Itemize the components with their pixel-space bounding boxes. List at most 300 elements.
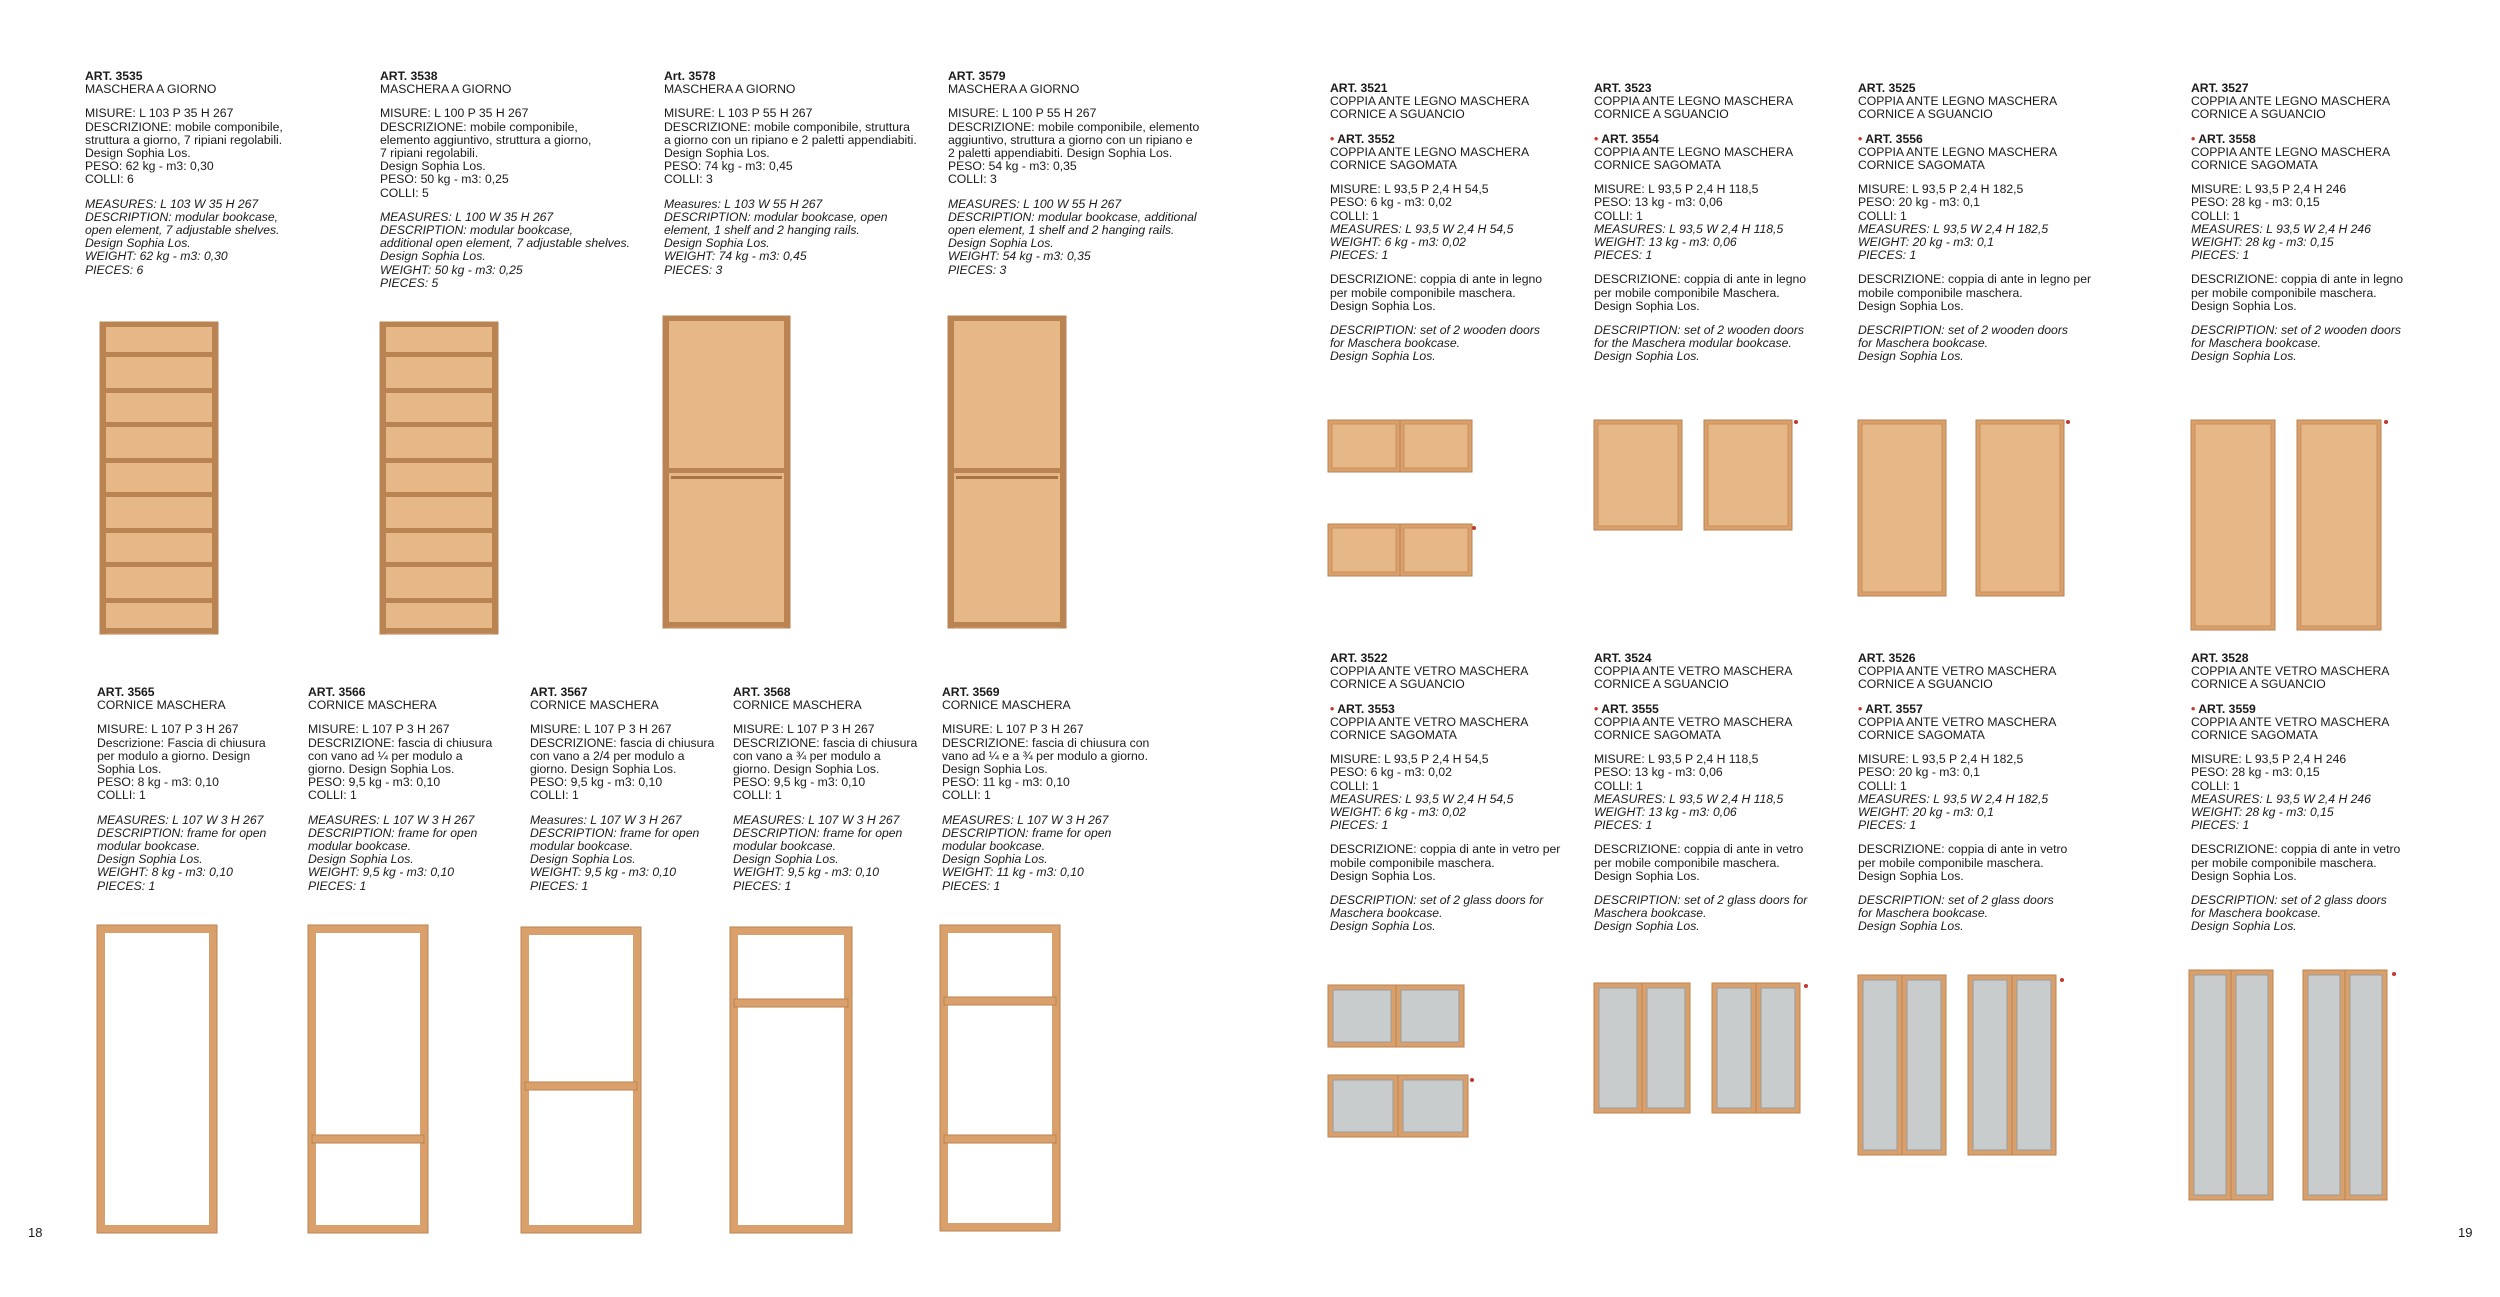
spec-line: Sophia Los. (97, 762, 162, 777)
spec-line: DESCRIZIONE: coppia di ante in legno (1594, 272, 1807, 287)
spec-line: MEASURES: L 107 W 3 H 267 (308, 812, 475, 827)
spec-line: WEIGHT: 74 kg - m3: 0,45 (664, 249, 807, 264)
spec-line: WEIGHT: 62 kg - m3: 0,30 (85, 249, 228, 264)
spec-line: per mobile componibile maschera. (1330, 285, 1516, 300)
spec-line: Design Sophia Los. (942, 762, 1048, 777)
bookcase-3538-shelf (384, 562, 494, 567)
bookcase-3538-shelf (384, 322, 494, 327)
glass-3557-a-glass (1973, 980, 2007, 1150)
spec-line: Design Sophia Los. (1858, 349, 1964, 364)
spec-line: MISURE: L 100 P 35 H 267 (380, 106, 529, 121)
spec-line: PIECES: 5 (380, 275, 439, 290)
spec-line: Maschera bookcase. (1330, 906, 1443, 921)
spec-line: MEASURES: L 93,5 W 2,4 H 118,5 (1594, 221, 1784, 236)
spec-line: DESCRIPTION: frame for open (308, 825, 478, 840)
spec-line: con vano a 2/4 per modulo a (530, 748, 685, 763)
bookcase-3538-shelf (384, 352, 494, 357)
spec-line: COLLI: 1 (942, 788, 991, 803)
marker-dot-icon (2392, 972, 2396, 976)
spec-line: WEIGHT: 8 kg - m3: 0,10 (97, 865, 233, 880)
bookcase-3579-rail (956, 476, 1058, 479)
spec-line: for Maschera bookcase. (2191, 906, 2322, 921)
spec-line: WEIGHT: 9,5 kg - m3: 0,10 (308, 865, 455, 880)
spec-line: COLLI: 3 (664, 172, 713, 187)
spec-line: mobile componibile maschera. (1330, 855, 1495, 870)
glass-3555-b-glass (1761, 988, 1795, 1108)
door-3521-b-panel (1404, 424, 1468, 468)
spec-line: Design Sophia Los. (1858, 868, 1964, 883)
spec-line: WEIGHT: 6 kg - m3: 0,02 (1330, 235, 1466, 250)
spec-line: DESCRIPTION: frame for open (530, 825, 700, 840)
article-number: ART. 3523 (1594, 81, 1652, 95)
bookcase-3538-shelf (384, 528, 494, 533)
spec-line: CORNICE SAGOMATA (1594, 158, 1721, 173)
spec-line: MISURE: L 107 P 3 H 267 (733, 722, 875, 737)
spec-line: COPPIA ANTE VETRO MASCHERA (1594, 664, 1793, 679)
spec-line: CORNICE SAGOMATA (1330, 158, 1457, 173)
spec-line: modular bookcase. (733, 839, 836, 854)
spec-line: per modulo a giorno. Design (97, 748, 251, 763)
spec-line: DESCRIPTION: set of 2 glass doors for (1594, 893, 1808, 908)
marker-dot-icon: • (1594, 131, 1602, 146)
spec-line: PIECES: 6 (85, 262, 144, 277)
marker-dot-icon (2060, 978, 2064, 982)
spec-line: DESCRIZIONE: fascia di chiusura (308, 735, 493, 750)
bookcase-3538-side-right (492, 322, 498, 634)
article-number: ART. 3569 (942, 685, 1000, 699)
spec-line: PESO: 13 kg - m3: 0,06 (1594, 195, 1723, 210)
spec-line: Design Sophia Los. (380, 159, 486, 174)
spec-line: PESO: 13 kg - m3: 0,06 (1594, 765, 1723, 780)
spec-line: MEASURES: L 93,5 W 2,4 H 118,5 (1594, 791, 1784, 806)
spec-line: PIECES: 1 (2191, 818, 2250, 833)
spec-line: COLLI: 1 (2191, 778, 2240, 793)
spec-line: Design Sophia Los. (1858, 298, 1964, 313)
spec-line: modular bookcase. (942, 839, 1045, 854)
bookcase-3535-side-right (212, 322, 218, 634)
spec-line: PESO: 54 kg - m3: 0,35 (948, 159, 1077, 174)
spec-line: CORNICE SAGOMATA (1594, 728, 1721, 743)
spec-line: MEASURES: L 103 W 35 H 267 (85, 196, 259, 211)
spec-line: COPPIA ANTE LEGNO MASCHERA (1330, 144, 1530, 159)
spec-line: MEASURES: L 100 W 55 H 267 (948, 196, 1122, 211)
spec-line: Descrizione: Fascia di chiusura (97, 735, 266, 750)
spec-line: PIECES: 3 (948, 262, 1007, 277)
spec-line: COPPIA ANTE LEGNO MASCHERA (2191, 94, 2391, 109)
spec-line: DESCRIPTION: frame for open (733, 825, 903, 840)
spec-line: DESCRIZIONE: coppia di ante in vetro (1594, 842, 1804, 857)
spec-line: 2 paletti appendiabiti. Design Sophia Los. (948, 146, 1173, 161)
frame-3566-crossbar (312, 1135, 424, 1143)
spec-line: MISURE: L 103 P 55 H 267 (664, 106, 813, 121)
spec-line: giorno. Design Sophia Los. (308, 762, 455, 777)
spec-line: PIECES: 1 (942, 878, 1001, 893)
article-number: ART. 3524 (1594, 651, 1652, 665)
spec-line: COLLI: 1 (530, 788, 579, 803)
spec-line: MISURE: L 93,5 P 2,4 H 182,5 (1858, 182, 2024, 197)
spec-line: DESCRIPTION: modular bookcase, open (664, 209, 888, 224)
spec-line: MEASURES: L 107 W 3 H 267 (733, 812, 900, 827)
spec-line: COPPIA ANTE LEGNO MASCHERA (1594, 94, 1794, 109)
spec-line: Design Sophia Los. (530, 852, 636, 867)
spec-line: DESCRIPTION: modular bookcase, (85, 209, 279, 224)
spec-line: MISURE: L 93,5 P 2,4 H 246 (2191, 752, 2347, 767)
spec-line: CORNICE A SGUANCIO (2191, 677, 2326, 692)
spec-line: DESCRIPTION: set of 2 wooden doors (1858, 323, 2068, 338)
spec-line: PIECES: 1 (1858, 248, 1917, 263)
bookcase-3579-shelf (952, 622, 1062, 627)
bookcase-3538-back (386, 327, 492, 629)
bookcase-3538-side-left (380, 322, 386, 634)
spec-line: CORNICE A SGUANCIO (1858, 677, 1993, 692)
spec-line: WEIGHT: 20 kg - m3: 0,1 (1858, 805, 1994, 820)
spec-line: CORNICE SAGOMATA (2191, 728, 2318, 743)
marker-dot-icon: • (1594, 701, 1602, 716)
spec-line: WEIGHT: 20 kg - m3: 0,1 (1858, 235, 1994, 250)
spec-line: COLLI: 6 (85, 172, 134, 187)
spec-line: DESCRIZIONE: coppia di ante in legno (2191, 272, 2404, 287)
bookcase-3538-shelf (384, 628, 494, 633)
spec-line: WEIGHT: 6 kg - m3: 0,02 (1330, 805, 1466, 820)
bookcase-3578-shelf (667, 622, 786, 627)
spec-line: Design Sophia Los. (1330, 349, 1436, 364)
article-number: ART. 3526 (1858, 651, 1916, 665)
spec-line: WEIGHT: 50 kg - m3: 0,25 (380, 262, 523, 277)
spec-line: CORNICE A SGUANCIO (1594, 107, 1729, 122)
article-number: ART. 3528 (2191, 651, 2249, 665)
bookcase-3578-rail (671, 476, 782, 479)
spec-line: MEASURES: L 93,5 W 2,4 H 54,5 (1330, 791, 1514, 806)
spec-line: COLLI: 1 (733, 788, 782, 803)
spec-line: COPPIA ANTE VETRO MASCHERA (1858, 664, 2057, 679)
spec-line: MISURE: L 93,5 P 2,4 H 54,5 (1330, 752, 1489, 767)
spec-line: COLLI: 1 (2191, 208, 2240, 223)
spec-line: MEASURES: L 93,5 W 2,4 H 182,5 (1858, 791, 2049, 806)
glass-3553-b-glass (1403, 1080, 1463, 1132)
spec-line: MEASURES: L 107 W 3 H 267 (97, 812, 264, 827)
spec-line: MISURE: L 93,5 P 2,4 H 54,5 (1330, 182, 1489, 197)
spec-line: Design Sophia Los. (2191, 298, 2297, 313)
spec-line: DESCRIPTION: set of 2 wooden doors (2191, 323, 2401, 338)
spec-line: COPPIA ANTE VETRO MASCHERA (2191, 714, 2390, 729)
spec-line: Design Sophia Los. (942, 852, 1048, 867)
article-number: ART. 3565 (97, 685, 155, 699)
spec-line: WEIGHT: 11 kg - m3: 0,10 (942, 865, 1084, 880)
bookcase-3538-shelf (384, 492, 494, 497)
door-3523-panel (1598, 424, 1678, 526)
frame-3569-opening (948, 933, 1052, 1223)
spec-line: COLLI: 1 (1594, 208, 1643, 223)
spec-line: PIECES: 1 (97, 878, 156, 893)
spec-line: DESCRIPTION: frame for open (942, 825, 1112, 840)
spec-line: element, 1 shelf and 2 hanging rails. (664, 223, 860, 238)
spec-line: DESCRIZIONE: fascia di chiusura con (942, 735, 1150, 750)
bookcase-3535-shelf (104, 562, 214, 567)
spec-line: Design Sophia Los. (85, 236, 191, 251)
spec-line: Design Sophia Los. (1330, 919, 1436, 934)
spec-line: additional open element, 7 adjustable shelves. (380, 236, 631, 251)
spec-line: MISURE: L 100 P 55 H 267 (948, 106, 1097, 121)
spec-line: COPPIA ANTE LEGNO MASCHERA (1858, 144, 2058, 159)
spec-line: COPPIA ANTE LEGNO MASCHERA (1858, 94, 2058, 109)
spec-line: MISURE: L 93,5 P 2,4 H 118,5 (1594, 752, 1759, 767)
spec-line: CORNICE SAGOMATA (1858, 158, 1985, 173)
frame-3565-opening (105, 933, 209, 1225)
spec-line: per mobile componibile maschera. (2191, 855, 2377, 870)
spec-line: DESCRIPTION: frame for open (97, 825, 267, 840)
spec-line: Measures: L 103 W 55 H 267 (664, 196, 823, 211)
article-number: ART. 3521 (1330, 81, 1388, 95)
spec-line: PIECES: 3 (664, 262, 723, 277)
spec-line: PIECES: 1 (308, 878, 367, 893)
spec-line: CORNICE SAGOMATA (1858, 728, 1985, 743)
spec-line: COLLI: 5 (380, 185, 429, 200)
spec-line: MISURE: L 93,5 P 2,4 H 182,5 (1858, 752, 2024, 767)
spec-line: CORNICE A SGUANCIO (1330, 677, 1465, 692)
spec-line: mobile componibile maschera. (1858, 285, 2023, 300)
sub-article-label: ART. 3558 (2198, 131, 2256, 146)
spec-line: Design Sophia Los. (664, 236, 770, 251)
spec-line: CORNICE A SGUANCIO (1858, 107, 1993, 122)
bookcase-3538-shelf (384, 422, 494, 427)
bookcase-3538-shelf (384, 598, 494, 603)
spec-line: Design Sophia Los. (1594, 349, 1700, 364)
spec-line: DESCRIZIONE: mobile componibile, struttura (664, 119, 910, 134)
spec-line: con vano a ¾ per modulo a (733, 748, 881, 763)
spec-line: Design Sophia Los. (2191, 349, 2297, 364)
spec-line: Design Sophia Los. (85, 146, 191, 161)
spec-line: DESCRIZIONE: coppia di ante in vetro per (1330, 842, 1561, 857)
spec-line: CORNICE MASCHERA (733, 698, 862, 713)
spec-line: DESCRIZIONE: fascia di chiusura (733, 735, 918, 750)
spec-line: PESO: 50 kg - m3: 0,25 (380, 172, 509, 187)
glass-3524-a-glass (1599, 988, 1637, 1108)
bookcase-3538-shelf (384, 458, 494, 463)
spec-line: WEIGHT: 13 kg - m3: 0,06 (1594, 235, 1737, 250)
spec-line: CORNICE MASCHERA (942, 698, 1071, 713)
article-number: ART. 3522 (1330, 651, 1388, 665)
spec-line: PIECES: 1 (1330, 818, 1389, 833)
spec-line: WEIGHT: 9,5 kg - m3: 0,10 (530, 865, 677, 880)
door-3552-b-panel (1404, 528, 1468, 572)
spec-line: PESO: 6 kg - m3: 0,02 (1330, 195, 1452, 210)
spec-line: for Maschera bookcase. (1858, 336, 1989, 351)
spec-line: modular bookcase. (308, 839, 411, 854)
bookcase-3535-shelf (104, 322, 214, 327)
spec-line: COPPIA ANTE LEGNO MASCHERA (2191, 144, 2391, 159)
spec-line: DESCRIZIONE: mobile componibile, elemento (948, 119, 1200, 134)
glass-3559-b-glass (2350, 975, 2382, 1195)
spec-line: for Maschera bookcase. (2191, 336, 2322, 351)
spec-line: PIECES: 1 (1594, 248, 1653, 263)
spec-line: COLLI: 1 (1858, 208, 1907, 223)
spec-line: vano ad ¼ e a ¾ per modulo a giorno. (942, 748, 1148, 763)
spec-line: DESCRIZIONE: mobile componibile, (380, 119, 578, 134)
spec-line: CORNICE MASCHERA (530, 698, 659, 713)
spec-line: Design Sophia Los. (380, 249, 486, 264)
spec-line: WEIGHT: 54 kg - m3: 0,35 (948, 249, 1091, 264)
spec-line: COPPIA ANTE VETRO MASCHERA (1330, 714, 1529, 729)
sub-article-label: ART. 3552 (1337, 131, 1395, 146)
spec-line: DESCRIPTION: modular bookcase, additional (948, 209, 1197, 224)
article-number: ART. 3567 (530, 685, 588, 699)
spec-line: MASCHERA A GIORNO (85, 82, 217, 97)
spec-line: for the Maschera modular bookcase. (1594, 336, 1792, 351)
spec-line: PESO: 8 kg - m3: 0,10 (97, 775, 219, 790)
article-number: ART. 3525 (1858, 81, 1916, 95)
spec-line: CORNICE A SGUANCIO (1330, 107, 1465, 122)
marker-dot-icon (2066, 420, 2070, 424)
spec-line: Design Sophia Los. (1594, 868, 1700, 883)
spec-line: MISURE: L 93,5 P 2,4 H 246 (2191, 182, 2347, 197)
spec-line: PESO: 62 kg - m3: 0,30 (85, 159, 214, 174)
spec-line: MASCHERA A GIORNO (380, 82, 512, 97)
spec-line: DESCRIPTION: set of 2 wooden doors (1594, 323, 1804, 338)
sub-article-label: ART. 3555 (1601, 701, 1659, 716)
spec-line: open element, 7 adjustable shelves. (85, 223, 280, 238)
spec-line: CORNICE SAGOMATA (2191, 158, 2318, 173)
bookcase-3535-shelf (104, 628, 214, 633)
marker-dot-icon: • (1858, 131, 1866, 146)
frame-3567-crossbar (525, 1082, 637, 1090)
spec-line: MEASURES: L 100 W 35 H 267 (380, 209, 554, 224)
marker-dot-icon (1470, 1078, 1474, 1082)
door-3558-panel (2301, 424, 2377, 626)
marker-dot-icon: • (2191, 701, 2199, 716)
spec-line: PESO: 9,5 kg - m3: 0,10 (733, 775, 866, 790)
glass-3524-b-glass (1647, 988, 1685, 1108)
spec-line: DESCRIPTION: modular bookcase, (380, 223, 574, 238)
spec-line: DESCRIZIONE: fascia di chiusura (530, 735, 715, 750)
glass-3555-a-glass (1717, 988, 1751, 1108)
spec-line: Design Sophia Los. (1330, 298, 1436, 313)
spec-line: Design Sophia Los. (1858, 919, 1964, 934)
spec-line: DESCRIZIONE: coppia di ante in vetro (1858, 842, 2068, 857)
spec-line: CORNICE A SGUANCIO (2191, 107, 2326, 122)
article-number: ART. 3566 (308, 685, 366, 699)
spec-line: giorno. Design Sophia Los. (530, 762, 677, 777)
spec-line: COPPIA ANTE VETRO MASCHERA (1594, 714, 1793, 729)
bookcase-3535-shelf (104, 422, 214, 427)
frame-3569-crossbar (944, 997, 1056, 1005)
spec-line: Design Sophia Los. (733, 852, 839, 867)
spec-line: PESO: 28 kg - m3: 0,15 (2191, 195, 2320, 210)
spec-line: PESO: 20 kg - m3: 0,1 (1858, 765, 1980, 780)
spec-line: COPPIA ANTE VETRO MASCHERA (2191, 664, 2390, 679)
spec-line: WEIGHT: 28 kg - m3: 0,15 (2191, 235, 2334, 250)
spec-line: COLLI: 3 (948, 172, 997, 187)
spec-line: per mobile componibile maschera. (1594, 855, 1780, 870)
frame-3568-opening (738, 935, 844, 1225)
spec-line: PESO: 20 kg - m3: 0,1 (1858, 195, 1980, 210)
glass-3526-b-glass (1907, 980, 1941, 1150)
article-number: ART. 3579 (948, 69, 1006, 83)
bookcase-3538-shelf (384, 388, 494, 393)
spec-line: 7 ripiani regolabili. (380, 146, 479, 161)
spec-line: con vano ad ¼ per modulo a (308, 748, 463, 763)
bookcase-3578-shelf (667, 468, 786, 473)
spec-line: COLLI: 1 (1330, 778, 1379, 793)
spec-line: elemento aggiuntivo, struttura a giorno, (380, 132, 592, 147)
spec-line: COPPIA ANTE VETRO MASCHERA (1858, 714, 2057, 729)
marker-dot-icon (2384, 420, 2388, 424)
frame-3569-crossbar (944, 1135, 1056, 1143)
sub-article-label: ART. 3559 (2198, 701, 2256, 716)
spec-line: PIECES: 1 (1858, 818, 1917, 833)
spec-line: Design Sophia Los. (1330, 868, 1436, 883)
spec-line: PESO: 6 kg - m3: 0,02 (1330, 765, 1452, 780)
bookcase-3535-shelf (104, 388, 214, 393)
glass-3557-b-glass (2017, 980, 2051, 1150)
frame-3566-opening (316, 933, 420, 1225)
spec-line: MEASURES: L 93,5 W 2,4 H 246 (2191, 791, 2371, 806)
glass-3559-a-glass (2308, 975, 2340, 1195)
spec-line: Design Sophia Los. (2191, 919, 2297, 934)
spec-line: COLLI: 1 (1330, 208, 1379, 223)
spec-line: CORNICE A SGUANCIO (1594, 677, 1729, 692)
spec-line: WEIGHT: 9,5 kg - m3: 0,10 (733, 865, 880, 880)
spec-line: DESCRIPTION: set of 2 glass doors (2191, 893, 2387, 908)
spec-line: Measures: L 107 W 3 H 267 (530, 812, 682, 827)
page-number-left: 18 (28, 1225, 43, 1240)
marker-dot-icon: • (1330, 131, 1338, 146)
glass-3528-a-glass (2194, 975, 2226, 1195)
bookcase-3535-shelf (104, 492, 214, 497)
spec-line: Design Sophia Los. (1594, 919, 1700, 934)
marker-dot-icon: • (1330, 701, 1338, 716)
spec-line: PIECES: 1 (1330, 248, 1389, 263)
spec-line: per mobile componibile maschera. (1858, 855, 2044, 870)
article-number: ART. 3568 (733, 685, 791, 699)
spec-line: Design Sophia Los. (1594, 298, 1700, 313)
spec-line: Maschera bookcase. (1594, 906, 1707, 921)
spec-line: COLLI: 1 (1858, 778, 1907, 793)
spec-line: Design Sophia Los. (664, 146, 770, 161)
spec-line: WEIGHT: 28 kg - m3: 0,15 (2191, 805, 2334, 820)
spec-line: CORNICE SAGOMATA (1330, 728, 1457, 743)
spec-line: MEASURES: L 93,5 W 2,4 H 246 (2191, 221, 2371, 236)
bookcase-3579-shelf (952, 468, 1062, 473)
spec-line: DESCRIPTION: set of 2 glass doors for (1330, 893, 1544, 908)
spec-line: aggiuntivo, struttura a giorno con un ripiano e (948, 132, 1193, 147)
spec-line: COPPIA ANTE LEGNO MASCHERA (1330, 94, 1530, 109)
spec-line: MISURE: L 107 P 3 H 267 (530, 722, 672, 737)
spec-line: MEASURES: L 93,5 W 2,4 H 54,5 (1330, 221, 1514, 236)
spec-line: CORNICE MASCHERA (97, 698, 226, 713)
bookcase-3535-back (106, 327, 212, 629)
spec-line: per mobile componibile Maschera. (1594, 285, 1780, 300)
spec-line: modular bookcase. (530, 839, 633, 854)
spec-line: MASCHERA A GIORNO (948, 82, 1080, 97)
spec-line: PESO: 28 kg - m3: 0,15 (2191, 765, 2320, 780)
spec-line: MISURE: L 93,5 P 2,4 H 118,5 (1594, 182, 1759, 197)
article-number: ART. 3527 (2191, 81, 2249, 95)
bookcase-3535-shelf (104, 528, 214, 533)
spec-line: PESO: 9,5 kg - m3: 0,10 (530, 775, 663, 790)
spec-line: MEASURES: L 93,5 W 2,4 H 182,5 (1858, 221, 2049, 236)
spec-line: COLLI: 1 (97, 788, 146, 803)
spec-line: Design Sophia Los. (948, 236, 1054, 251)
bookcase-3579-shelf (952, 316, 1062, 321)
spec-line: DESCRIZIONE: mobile componibile, (85, 119, 283, 134)
spec-line: PIECES: 1 (733, 878, 792, 893)
spec-line: giorno. Design Sophia Los. (733, 762, 880, 777)
spec-line: MISURE: L 107 P 3 H 267 (308, 722, 450, 737)
spec-line: for Maschera bookcase. (1858, 906, 1989, 921)
spec-line: PIECES: 1 (1594, 818, 1653, 833)
spec-line: PIECES: 1 (530, 878, 589, 893)
door-3527-panel (2195, 424, 2271, 626)
